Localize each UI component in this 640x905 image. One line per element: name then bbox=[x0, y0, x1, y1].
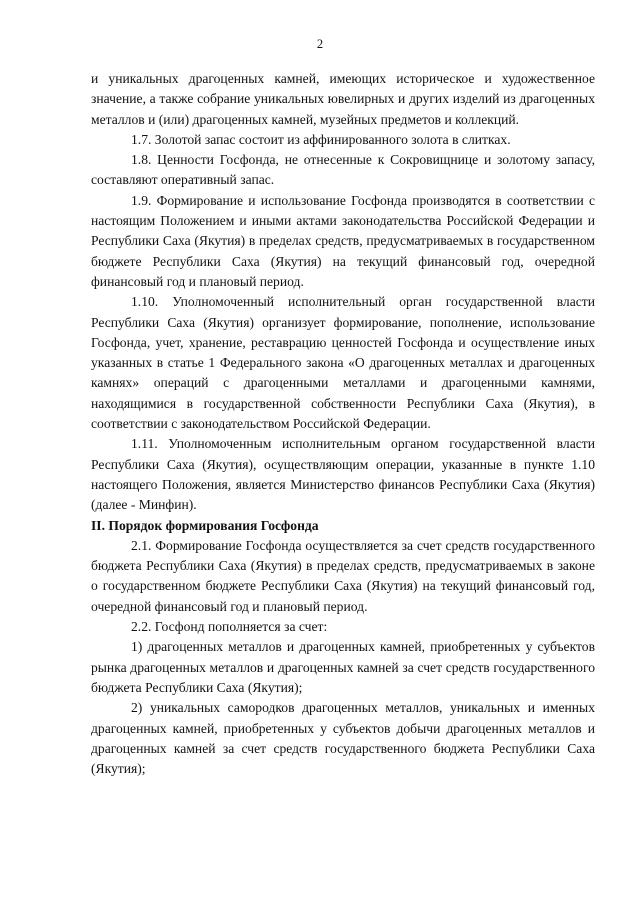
paragraph-1-7: 1.7. Золотой запас состоит из аффинированного золота в слитках. bbox=[131, 131, 511, 147]
paragraph-2-2: 2.2. Госфонд пополняется за счет: bbox=[131, 619, 328, 635]
paragraph-1-8: 1.8. Ценности Госфонда, не отнесенные к Сокровищнице и золотому запасу, составляют оперативный запас. bbox=[91, 152, 595, 188]
section-heading: II. Порядок формирования Госфонда bbox=[91, 517, 319, 533]
paragraph-1-9: 1.9. Формирование и использование Госфонда производятся в соответствии с настоящим Положением и иными актами законодательства Российской Федерации и Республики Саха (Якутия) в пределах средств, предусматриваемых в государственном бюджете Республики Саха (Якутия) на текущий финансовый год, очередной финансовый год и плановый период. bbox=[91, 192, 595, 289]
list-item-2: 2) уникальных самородков драгоценных металлов, уникальных и именных драгоценных камней, приобретенных у субъектов добычи драгоценных металлов и драгоценных камней за счет средств государственного бюджета Республики Саха (Якутия); bbox=[91, 700, 595, 777]
page-number: 2 bbox=[316, 37, 324, 51]
paragraph-2-1: 2.1. Формирование Госфонда осуществляется за счет средств государственного бюджета Республики Саха (Якутия) в пределах средств, предусматриваемых в законе о государственном бюджете Республики Саха (Якутия) на текущий финансовый год, очередной финансовый год и плановый период. bbox=[91, 537, 595, 614]
list-item-1: 1) драгоценных металлов и драгоценных камней, приобретенных у субъектов рынка драгоценных металлов и драгоценных камней за счет средств государственного бюджета Республики Саха (Якутия); bbox=[91, 639, 595, 695]
paragraph-1-11: 1.11. Уполномоченным исполнительным органом государственной власти Республики Саха (Якутия), осуществляющим операции, указанные в пункте 1.10 настоящего Положения, является Министерство финансов Республики Саха (Якутия) (далее - Минфин). bbox=[91, 436, 595, 513]
paragraph-continuation: и уникальных драгоценных камней, имеющих историческое и художественное значение, а также собрание уникальных ювелирных и других изделий из драгоценных металлов и (или) драгоценных камней, музейных предметов и коллекций. bbox=[91, 71, 595, 127]
document-body bbox=[91, 69, 595, 779]
paragraph-1-10: 1.10. Уполномоченный исполнительный орган государственной власти Республики Саха (Якутия) организует формирование, пополнение, использование Госфонда, учет, хранение, реставрацию ценностей Госфонда и осуществление иных указанных в статье 1 Федерального закона «О драгоценных металлах и драгоценных камнях» операций с драгоценными металлами и драгоценными камнями, находящимися в государственной собственности Республики Саха (Якутия), в соответствии с законодательством Российской Федерации. bbox=[91, 294, 595, 432]
